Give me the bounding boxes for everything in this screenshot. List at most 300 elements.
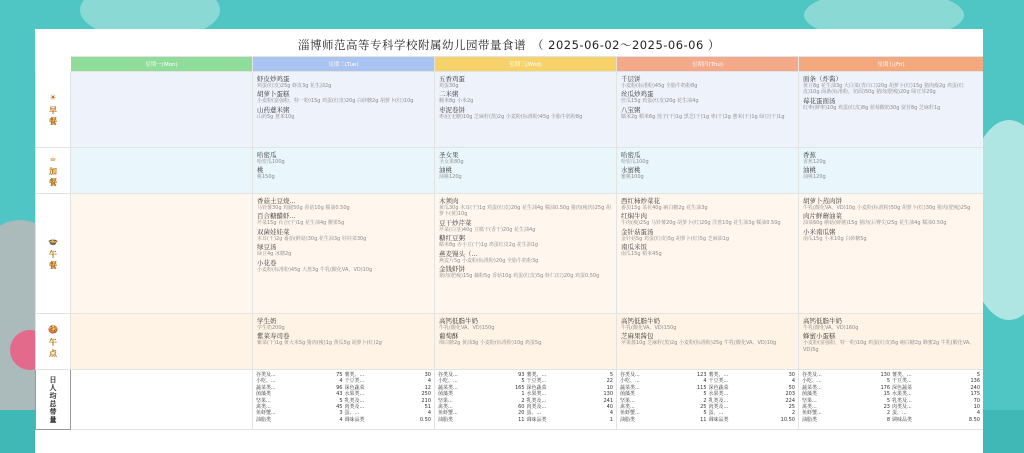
menu-cell [435,72,617,148]
dish-ingredients: 蜜桃100g [621,174,644,181]
dish-name: 木须肉 [439,197,459,205]
summary-value: 15 [883,391,890,398]
summary-label-char: 带 [49,407,57,416]
menu-cell-content [71,194,252,200]
snack1-icon: ☕ [49,154,57,163]
menu-cell [71,72,253,148]
summary-category: 调味品类 [526,416,547,423]
dish-ingredients: 丝瓜15g 鸡蛋(红皮)20g 花生油4g [621,98,699,105]
dish-ingredients: 圣女果80g [439,159,464,165]
summary-category: 鱼虾蟹... [256,410,276,417]
dish-name: 蜂蜜小蛋糕 [803,332,836,341]
menu-cell-content [71,314,252,320]
day-header-fri: 星期五(Fri) [799,57,984,72]
menu-cell-content [799,72,983,115]
summary-value: 210 [421,397,431,404]
summary-cell [435,370,617,430]
menu-cell [71,314,253,370]
dish-ingredients: 番茄15g 菜花40g 痢白糖2g 花生油3g [621,205,708,211]
menu-cell [799,148,984,194]
date-range: （ 2025-06-02～2025-06-06 ） [532,38,720,52]
day-header-thu: 星期四(Thu) [617,57,799,72]
summary-label-char: 均 [49,391,57,400]
dish-name: 小米南瓜粥 [803,227,836,236]
summary-value: 8.50 [968,416,980,423]
dish-ingredients: 香蕉120g [803,159,826,165]
summary-category: 干豆类... [892,378,912,385]
menu-cell-content [253,314,434,351]
dish-name: 胡萝卜蛋糕 [257,90,290,99]
day-header-tue: 星期二(Tue) [253,57,435,72]
summary-value: 25 [788,404,795,411]
summary-category: 乳类及... [708,397,729,404]
menu-cell [799,72,984,148]
dish-name: 小花卷 [257,258,277,267]
menu-cell-content [71,72,252,78]
summary-category: 深色蔬菜 [708,384,729,391]
dish-ingredients: 鸡蛋(红皮)25g 虾皮3g 花生油2g [257,83,332,89]
summary-category: 深色蔬菜 [344,384,365,391]
menu-cell [71,194,253,314]
summary-value: 4 [339,378,343,385]
summary-value: 0.50 [419,416,431,423]
summary-cell [71,370,253,430]
summary-category: 坚果... [256,397,271,404]
summary-value: 2 [791,410,795,417]
menu-cell [435,314,617,370]
summary-category: 乳类及... [526,397,547,404]
summary-value: 25 [700,404,707,411]
meal-label-snack1 [36,148,71,194]
summary-cell [617,370,799,430]
summary-category: 谷类及... [256,372,276,378]
summary-category: 鱼虾蟹... [802,410,822,417]
dish-name: 油桃 [439,166,452,175]
summary-value: 203 [785,391,795,398]
meal-label-breakfast [36,72,71,148]
summary-category: 禽类... [256,404,271,411]
dish-ingredients: 南瓜15g 小米10g 白砂糖5g [803,235,867,242]
dish-name: 红焖牛肉 [621,212,647,221]
summary-value: 130 [880,372,890,378]
summary-value: 51 [424,404,431,411]
dish-ingredients: 鸡蛋30g [439,83,459,89]
header-corner [36,57,71,72]
dish-ingredients: 小麦粉(富强粉，特一粉)15g 鸡蛋(红皮)20g 白砂糖2g 胡萝卜(红)10g [257,98,414,105]
dish-ingredients: 牛乳(酸化VA、VD)150g [439,325,495,331]
title-text: 淄博师范高等专科学校附属幼儿园带量食谱 [298,38,526,52]
dish-name: 高钙低脂牛奶 [803,317,842,325]
dish-ingredients: 油菜60g 蘑菇(鲜蘑)15g 猪肉(后臀尖)25g 花生油4g 糯油0.50g [803,220,947,227]
menu-cell-content [799,194,983,246]
summary-category: 薯类、... [708,372,729,378]
summary-value: 5 [609,372,613,378]
summary-category: 禽类... [802,404,817,411]
summary-category: 小吃、... [620,378,640,385]
summary-label-char: 日 [49,375,57,384]
summary-category: 油脂类 [256,416,272,423]
summary-value: 224 [785,397,795,404]
summary-category: 坚果... [620,397,635,404]
menu-cell-content [799,148,983,185]
summary-category: 菌藻类 [802,391,818,398]
summary-value: 5 [703,391,707,398]
menu-cell-content [435,194,616,283]
summary-grid [435,370,616,425]
summary-value: 176 [880,384,890,391]
summary-grid [799,370,983,425]
dish-name: 千层饼 [621,75,641,83]
summary-category: 菌藻类 [620,391,636,398]
summary-category: 谷类及... [438,372,458,378]
dish-ingredients: 油桃120g [803,174,826,181]
summary-value: 45 [336,404,343,411]
meal-label-char: 餐 [49,117,57,126]
summary-category: 水果类... [892,391,912,398]
summary-category: 油脂类 [620,416,636,423]
dish-ingredients: 绿豆4g 冰糖2g [257,251,292,258]
dish-name: 香菇土豆烧... [257,197,296,205]
dish-ingredients: 小麦粉(富强粉，特一粉)10g 鸡蛋(红皮)5g 痢白糖2g 蜂蜜2g 牛乳(酸化VA、VD)5g [803,340,975,353]
menu-cell [617,194,799,314]
dish-ingredients: 枣泥(无糖)10g 芝麻籽(黑)2g 小麦粉(标准粉)45g 全脂牛奶粉8g [439,113,583,120]
dish-name: 学生奶 [257,317,277,325]
summary-value: 4 [703,378,707,385]
summary-value: 165 [514,384,525,391]
summary-value: 4 [609,410,613,417]
summary-value: 70 [973,397,980,404]
dish-name: 西红柿炒菜花 [621,197,660,205]
summary-category: 水果类... [708,391,729,398]
summary-category: 菌藻类 [438,391,454,398]
summary-category: 干豆类... [344,378,365,385]
summary-category: 乳类及... [344,397,365,404]
summary-category: 薯类、... [892,372,912,378]
meal-label-char: 餐 [49,261,57,270]
summary-value: 96 [336,384,343,391]
summary-category: 小吃、... [802,378,822,385]
summary-value: 250 [421,391,431,398]
dish-name: 油桃 [803,166,816,175]
summary-category: 薯类、... [344,372,365,378]
dish-ingredients: 粳米8g 小米2g [439,98,474,105]
summary-value: 4 [427,410,431,417]
summary-value: 23 [883,404,890,411]
dish-ingredients: 山药5g 薏米10g [257,113,295,120]
summary-value: 20 [518,410,525,417]
summary-value: 4 [339,416,343,423]
summary-value: 2 [521,397,525,404]
dish-ingredients: 紫菜(干)1g 黄大米5g 猪肉(瘦)1g 黄瓜5g 胡萝卜(红)2g [257,340,382,347]
summary-value: 130 [603,391,613,398]
meal-label-char: 午 [49,338,57,347]
summary-value: 10.50 [780,416,795,423]
summary-value: 11 [518,416,525,423]
summary-category: 深色蔬菜 [526,384,547,391]
dish-name: 面条（炸酱） [803,75,842,83]
summary-category: 深色蔬菜 [892,384,913,391]
summary-value: 5 [521,378,525,385]
summary-value: 75 [336,372,343,378]
summary-category: 坚果... [802,397,817,404]
summary-category: 禽类... [620,404,635,411]
summary-label-char: 总 [49,399,57,408]
dish-name: 胡萝卜蒸肉饼 [803,197,842,205]
summary-value: 241 [603,397,613,404]
menu-cell-content [617,148,798,185]
summary-category: 坚果... [438,397,453,404]
summary-category: 小吃、... [438,378,458,385]
lunch-icon: 🍲 [48,237,58,246]
summary-row [36,370,984,430]
summary-value: 43 [336,391,343,398]
dish-ingredients: 哈密瓜100g [621,159,649,165]
menu-cell [253,194,435,314]
summary-value: 123 [696,372,707,378]
summary-category: 蛋、... [892,410,907,417]
dish-ingredients: 马铃薯30g 鸡腿50g 香菇10g 糯油0.50g [257,205,350,211]
summary-category: 蔬菜类... [438,384,458,391]
summary-value: 240 [970,384,980,391]
summary-value: 30 [788,372,795,378]
dish-ingredients: 牛肉(瘦)25g 马铃薯20g 胡萝卜(红)20g 洋葱10g 花生油3g 糯油0.50g [621,220,781,227]
dish-ingredients: 芹菜(白茎)40g 豆腐干(香干)20g 花生油4g [439,226,536,233]
summary-category: 蔬菜类... [802,384,822,391]
summary-category: 蔬菜类... [620,384,640,391]
summary-category: 水果类... [344,391,365,398]
menu-cell [253,148,435,194]
menu-cell-content [253,148,434,185]
summary-value: 10 [973,404,980,411]
menu-cell [435,148,617,194]
summary-grid [71,370,252,374]
summary-cell [799,370,984,430]
dish-name: 高钙低脂牛奶 [621,317,660,325]
dish-name: 高钙低脂牛奶 [439,317,478,325]
menu-cell-content [253,72,434,124]
summary-value: 115 [696,384,707,391]
summary-category: 乳类及... [892,397,912,404]
dish-name: 百合糖醋虾... [257,212,296,221]
snack2-icon: 🍪 [48,325,58,334]
dish-name: 八宝粥 [621,105,641,114]
dish-ingredients: 南瓜15g 稻米45g [621,251,662,258]
dish-name: 金钱虾饼 [439,265,465,274]
summary-value: 5 [976,372,980,378]
dish-ingredients: 小麦粉(标准粉)45g 大葱3g 牛乳(酸化VA、VD)10g [257,266,373,273]
summary-label [36,370,71,430]
dish-ingredients: 绵白糖2g 黄油3g 小麦粉(标准粉)10g 鸡蛋5g [439,340,542,347]
dish-name: 五香鸡蛋 [439,75,465,83]
dish-name: 绿豆汤 [257,243,277,252]
summary-value: 60 [518,404,525,411]
dish-ingredients: 猪肉(肥瘦)15g 藕粉5g 香菇10g 鸡蛋(红皮)5g 虾仁(红)20g 鸡蛋0.50g [439,273,600,280]
summary-value: 5 [886,397,890,404]
breakfast-icon: ☀ [49,93,57,102]
summary-value: 10 [606,384,613,391]
dish-ingredients: 苹果酱10g 芝麻籽(黑)2g 小麦粉(标准粉)25g 牛乳(酸化VA、VD)10g [621,340,777,347]
summary-value: 2 [886,410,890,417]
summary-label-char: 量 [49,415,57,424]
dish-name: 双菌娃娃菜 [257,227,290,236]
menu-cell-content [799,314,983,357]
meal-label-char: 餐 [49,178,57,187]
menu-table [35,56,983,430]
dish-name: 圣女果 [439,151,459,159]
dish-name: 虾皮炒鸡蛋 [257,75,290,83]
meal-label-snack2 [36,314,71,370]
summary-value: 30 [424,372,431,378]
meal-label-lunch [36,194,71,314]
menu-cell-content [253,194,434,277]
dish-name: 山药薏米粥 [257,105,290,114]
menu-cell-content [435,148,616,185]
dish-name: 枣泥卷饼 [439,105,465,114]
summary-value: 12 [424,384,431,391]
day-header-wed: 星期三(Wed) [435,57,617,72]
summary-category: 薯类、... [526,372,547,378]
menu-cell-content [435,314,616,351]
menu-cell [799,314,984,370]
menu-cell [253,314,435,370]
dish-ingredients: 桃150g [257,174,275,181]
summary-category: 肉类及... [708,404,729,411]
meal-label-char: 点 [49,349,57,358]
summary-category: 小吃、... [256,378,276,385]
dish-name: 糖红豆粥 [439,234,465,243]
summary-grid [617,370,798,425]
meal-label-char: 加 [49,167,57,176]
summary-value: 136 [970,378,980,385]
summary-value: 93 [518,372,525,378]
menu-cell-content [617,72,798,124]
dish-name: 金针菇蛋汤 [621,227,654,236]
dish-ingredients: 糯米8g 赤小豆(干)1g 鸡蛋红皮2g 花生油1g [439,242,539,249]
dish-ingredients: 红枣(鲜枣)10g 鸡蛋(红皮)8g 蓝莓酸奶30g 富苷8g 芝麻籽1g [803,104,941,111]
summary-grid [253,370,434,425]
summary-value: 50 [788,384,795,391]
summary-category: 干豆类... [708,378,729,385]
summary-category: 油脂类 [438,416,454,423]
summary-category: 调味品类 [344,416,365,423]
menu-cell-content [617,194,798,262]
summary-category: 菌藻类 [256,391,272,398]
menu-sheet [35,29,983,453]
summary-category: 干豆类... [526,378,547,385]
page-title [35,29,983,56]
summary-value: 40 [606,404,613,411]
summary-value: 11 [700,416,707,423]
dish-ingredients: 牛乳(酸化VA、VD)10g 小麦粉(标准粉)50g 胡萝卜(红)30g 猪肉(肥瘦)25g [803,205,971,211]
dish-ingredients: 黄豆8g 花生油3g 大白菜(青白口)20g 胡萝卜(红)15g 猪肉瘦2g 鸡蛋(红皮)10g 面条(标准粉，切面)50g 猪肉(肥瘦)20g 绿豆芽20g [803,83,964,96]
day-header-mon: 星期一(Mon) [71,57,253,72]
meal-row-snack2 [36,314,984,370]
summary-category: 调味品类 [892,416,913,423]
dish-name: 二米粥 [439,90,459,99]
menu-cell [617,148,799,194]
summary-category: 鱼虾蟹... [438,410,458,417]
summary-value: 8 [886,416,890,423]
summary-value: 4 [427,378,431,385]
meal-row-snack1 [36,148,984,194]
summary-value: 3 [339,410,343,417]
summary-category: 禽类... [438,404,453,411]
summary-category: 调味品类 [708,416,729,423]
dish-name: 紫菜寿司卷 [257,332,290,341]
dish-name: 芝麻果酱包 [621,332,654,341]
summary-value: 4 [976,410,980,417]
dish-ingredients: 黄瓜30g 木耳(干)1g 鸡蛋(红皮)20g 花生油4g 糯油0.50g 猪肉(瘦肉)25g 胡萝卜(黄)10g [439,205,611,218]
summary-category: 鱼虾蟹... [620,410,640,417]
dish-ingredients: 小麦粉(标准粉)45g 全脂牛奶粉8g [621,83,698,89]
summary-category: 蛋、... [526,410,542,417]
dish-ingredients: 糯米2g 稻米6g 莲子(干)1g 黑芝(干)1g 枣(干)2g 薏米(干)1g 绿豆(干)1g [621,113,785,120]
dish-name: 葡萄酥 [439,332,459,341]
menu-cell-content [617,314,798,351]
summary-cell [253,370,435,430]
meal-row-lunch [36,194,984,314]
menu-cell [799,194,984,314]
summary-value: 22 [606,378,613,385]
summary-category: 谷类及... [620,372,640,378]
summary-value: 1 [521,391,525,398]
menu-cell-content [435,72,616,124]
summary-value: 175 [970,391,980,398]
summary-value: 5 [339,397,343,404]
summary-value: 5 [703,410,707,417]
menu-cell [617,72,799,148]
dish-name: 豆干炒芹菜 [439,218,472,227]
summary-category: 谷类及... [802,372,822,378]
menu-cell [617,314,799,370]
dish-ingredients: 油桃120g [439,174,462,181]
meal-label-char: 早 [49,106,57,115]
dish-name: 哈密瓜 [621,151,641,159]
summary-value: 5 [886,378,890,385]
summary-category: 肉类及... [892,404,912,411]
summary-label-char: 人 [49,383,57,392]
summary-category: 蛋、... [344,410,360,417]
summary-category: 肉类及... [344,404,365,411]
dish-name: 香蕉 [803,151,816,159]
dish-ingredients: 木耳(干)2g 番茄(鲜菇)30g 花生油3g 娃娃菜30g [257,235,367,242]
dish-ingredients: 牛乳(酸化VA、VD)150g [621,325,677,331]
meal-row-breakfast [36,72,984,148]
dish-name: 哈密瓜 [257,151,277,159]
dish-name: 丝瓜炒鸡蛋 [621,90,654,99]
dish-ingredients: 芹菜15g 百合(干)1g 花生油4g 腰果5g [257,220,345,227]
summary-value: 1 [609,416,613,423]
meal-label-char: 午 [49,250,57,259]
summary-category: 油脂类 [802,416,818,423]
menu-cell-content [71,148,252,154]
menu-cell [253,72,435,148]
dish-name: 南瓜米饭 [621,243,647,252]
menu-cell [435,194,617,314]
summary-value: 4 [791,378,795,385]
dish-name: 莓花蛋面汤 [803,96,836,105]
dish-ingredients: 燕麦片5g 小麦粉(标准粉)20g 全脂牛奶粉3g [439,257,539,264]
summary-value: 2 [703,397,707,404]
dish-name: 桃 [257,166,264,175]
dish-ingredients: 金针菇5g 鸡蛋(红皮)5g 胡萝卜(红)5g 芝麻油1g [621,235,729,242]
menu-cell [71,148,253,194]
summary-category: 水果类... [526,391,547,398]
summary-category: 肉类及... [526,404,547,411]
summary-category: 蛋、... [708,410,724,417]
dish-ingredients: 哈密瓜100g [257,159,285,165]
dish-ingredients: 牛乳(酸化VA、VD)160g [803,325,859,331]
